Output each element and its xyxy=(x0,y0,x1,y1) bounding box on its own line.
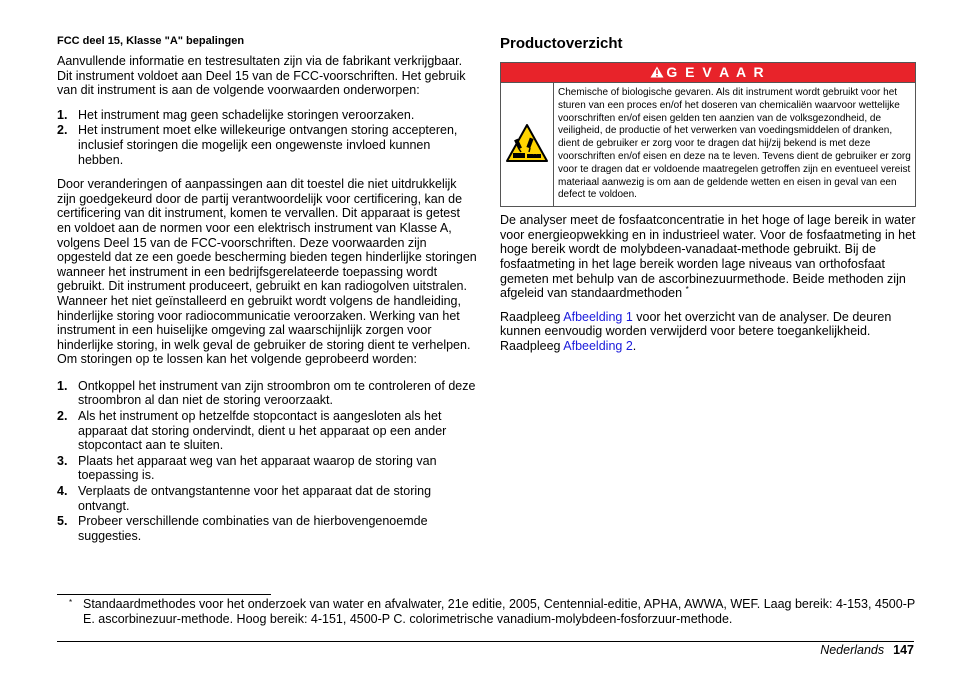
figure-1-link[interactable]: Afbeelding 1 xyxy=(563,309,633,324)
list-text: Probeer verschillende combinaties van de hierbovengenoemde suggesties. xyxy=(78,514,428,543)
list-number: 2. xyxy=(57,409,68,424)
list-number: 1. xyxy=(57,378,68,393)
section-title: Productoverzicht xyxy=(500,35,623,52)
ref-text: . xyxy=(632,338,637,353)
footnote-text: Standaardmethodes voor het onderzoek van water en afvalwater, 21e editie, 2005, Centennial-editie, APHA, AWWA, WEF. Laag bereik: 4-153, 4500-P E. ascorbinezuur-methode. Hoog bereik: 4-151, 4500-P C. colorimetrische vanadium-molybdeen-fosforzuur-methode. xyxy=(83,597,915,626)
footnote-marker: * xyxy=(69,598,73,607)
list-number: 1. xyxy=(57,107,68,122)
fcc-body: Door veranderingen of aanpassingen aan dit toestel die niet uitdrukkelijk zijn goedgekeurd door de partij verantwoordelijk voor certificering, kan de certificering van dit instrument, komen te vervallen. Dit apparaat is getest en voldoet aan de normen voor een elektrisch instrument van Klasse A, volgens Deel 15 van de FCC-voorschriften. Deze voorwaarden zijn opgesteld dat ze een goede bescherming bieden tegen hinderlijke storingen wanneer het instrument in een bedrijfsgerelateerde toepassing wordt gebruikt. Dit instrument produceert, gebruikt en kan radiogolven uitstralen. Wanneer het niet geïnstalleerd en gebruikt wordt volgens de handleiding, hinderlijke storing voor radiocommunicatie veroorzaken. Werking van het instrument in een huiselijke omgeving zal waarschijnlijk zorgen voor hinderlijke storing, in welk geval de gebruiker de storing dient te verhelpen. Om storingen op te lossen kan het volgende geprobeerd worden: xyxy=(57,177,477,367)
page-number: 147 xyxy=(893,643,914,657)
list-text: Plaats het apparaat weg van het apparaat waarop de storing van toepassing is. xyxy=(78,453,437,483)
list-item xyxy=(57,123,477,167)
fcc-intro: Aanvullende informatie en testresultaten zijn via de fabrikant verkrijgbaar. Dit instrument voldoet aan Deel 15 van de FCC-voorschriften. Het gebruik van dit instrument is aan de volgende voorwaarden onderworpen: xyxy=(57,54,466,98)
footer-language: Nederlands xyxy=(820,643,885,657)
ref-text: voor het overzicht van de analyser. De deuren kunnen eenvoudig worden verwijderd voor betere toegankelijkheid. Raadpleeg xyxy=(500,309,892,353)
left-column xyxy=(57,32,477,553)
warning-triangle-icon xyxy=(650,64,664,83)
list-item xyxy=(57,409,477,453)
figure-reference-paragraph xyxy=(500,310,916,354)
danger-icon-cell xyxy=(501,83,554,206)
danger-text: Chemische of biologische gevaren. Als dit instrument wordt gebruikt voor het sturen van een proces en/of het doseren van chemicaliën waarvoor wettelijke voorschriften en/of eisen gelden ten aanzien van de volksgezondheid, de veiligheid, de productie of het verwerken van voedingsmiddelen of dranken, dient de gebruiker er zorg voor te dragen dat hij/zij bekend is met deze voorschriften en/of eisen en deze na te leven. Tevens dient de gebruiker er zorg voor te dragen dat er voldoende maatregelen getroffen zijn en eventueel vereist materiaal aanwezig is om aan de geldende wetten en eisen in geval van een defect te voldoen. xyxy=(558,87,911,201)
footnote-divider xyxy=(57,594,271,595)
list-text: Het instrument moet elke willekeurige ontvangen storing accepteren, inclusief storingen die mogelijk een ongewenste invloed kunnen hebben. xyxy=(78,123,458,167)
list-number: 5. xyxy=(57,514,68,529)
footer-divider xyxy=(57,641,914,642)
footnote xyxy=(57,597,917,626)
overview-text: De analyser meet de fosfaatconcentratie in het hoge of lage bereik in water voor energieopwekking en in industrieel water. Voor de fosfaatmeting in het hoge bereik wordt de molybdeen-vanadaat-methode gebruikt. Bij de fosfaatmeting in het lage bereik worden lage niveaus van orthofosfaat gemeten met behulp van de ascorbinezuurmethode. Beide methoden zijn afgeleid van standaardmethoden xyxy=(500,213,916,301)
list-text: Ontkoppel het instrument van zijn stroombron om te controleren of deze stroombron al dan niet de storing veroorzaakt. xyxy=(78,378,476,408)
figure-2-link[interactable]: Afbeelding 2 xyxy=(563,338,633,353)
list-text: Het instrument mag geen schadelijke storingen veroorzaken. xyxy=(78,107,415,122)
list-number: 2. xyxy=(57,123,68,138)
fcc-conditions-list xyxy=(57,108,477,167)
chemical-hazard-icon xyxy=(505,123,549,167)
danger-header xyxy=(501,63,915,83)
list-item xyxy=(57,108,477,123)
list-item xyxy=(57,484,477,513)
right-column xyxy=(500,32,916,364)
danger-notice xyxy=(500,62,916,207)
fcc-heading: FCC deel 15, Klasse "A" bepalingen xyxy=(57,35,245,47)
danger-body xyxy=(501,83,915,206)
danger-label: G E V A A R xyxy=(666,64,766,80)
list-item xyxy=(57,454,477,483)
footnote-mark: * xyxy=(685,284,689,294)
ref-text: Raadpleeg xyxy=(500,309,564,324)
list-number: 3. xyxy=(57,453,68,468)
fcc-steps-list xyxy=(57,379,477,544)
overview-paragraph xyxy=(500,213,916,301)
list-item xyxy=(57,514,477,543)
list-item xyxy=(57,379,477,408)
list-number: 4. xyxy=(57,484,68,499)
list-text: Verplaats de ontvangstantenne voor het apparaat dat de storing ontvangt. xyxy=(78,484,432,513)
page-footer xyxy=(820,643,914,658)
list-text: Als het instrument op hetzelfde stopcontact is aangesloten als het apparaat dat storing ondervindt, dient u het apparaat op een ander stopcontact aan te sluiten. xyxy=(78,409,447,453)
